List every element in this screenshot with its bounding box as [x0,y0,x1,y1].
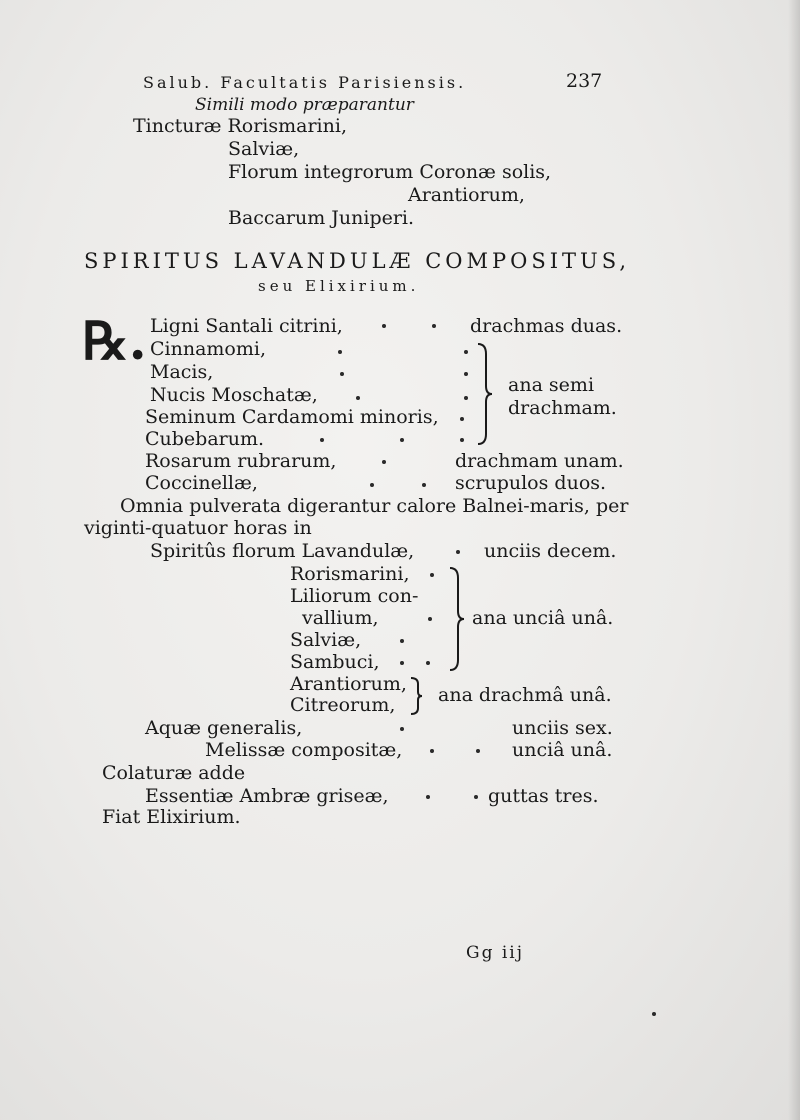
essence-quantity: guttas tres. [488,785,599,807]
group-quantity: ana drachmâ unâ. [438,684,612,706]
spirit-name: Liliorum con- [290,585,419,607]
ingredient-name: Cubebarum. [145,428,265,450]
leader-dot [426,795,430,799]
ingredient-name: Macis, [150,361,214,383]
leader-dot [370,483,374,487]
leader-dot [422,483,426,487]
leader-dot [464,372,468,376]
leader-dot [400,661,404,665]
ingredient-quantity: scrupulos duos. [455,472,607,494]
colature-text: Colaturæ adde [102,762,246,784]
spirit-quantity: unciis decem. [484,540,617,562]
spirit-name: Sambuci, [290,651,380,673]
tincture-line: Arantiorum, [408,184,525,206]
water-name: Aquæ generalis, [145,717,303,739]
signature-mark: Gg iij [466,943,525,963]
water-quantity: unciâ unâ. [512,739,613,761]
leader-dot [460,417,464,421]
leader-dot [320,438,324,442]
spirit-group-brace [446,566,466,672]
leader-dot [340,372,344,376]
leader-dot [400,639,404,643]
leader-dot [338,350,342,354]
leader-dot [474,795,478,799]
ingredient-name: Coccinellæ, [145,472,258,494]
ingredient-name: Cinnamomi, [150,338,267,360]
tincture-line: Salviæ, [228,138,300,160]
ingredient-name: Seminum Cardamomi minoris, [145,406,439,428]
ingredient-name: Nucis Moschatæ, [150,384,318,406]
water-quantity: unciis sex. [512,717,613,739]
ingredient-name: Rosarum rubrarum, [145,450,337,472]
tincture-line: Florum integrorum Coronæ solis, [228,161,552,183]
essence-name: Essentiæ Ambræ griseæ, [145,785,389,807]
leader-dot [430,749,434,753]
instruction-text: viginti-quatuor horas in [84,517,312,539]
page-number: 237 [566,70,603,92]
leader-dot [464,350,468,354]
group-quantity: ana unciâ unâ. [472,607,614,629]
leader-dot [426,661,430,665]
citrus-group-brace [408,676,424,716]
spirit-name: Citreorum, [290,694,396,716]
leader-dot [356,396,360,400]
leader-dot [382,460,386,464]
leader-dot [428,617,432,621]
leader-dot [382,324,386,328]
recipe-symbol: ℞. [82,311,147,372]
tincture-line: Tincturæ Rorismarini, [133,115,347,137]
tinctures-intro: Simili modo præparantur [195,95,414,115]
spirit-name: vallium, [302,607,379,629]
leader-dot [400,727,404,731]
leader-dot [400,438,404,442]
page-gutter-shadow [788,0,800,1120]
spirit-name: Rorismarini, [290,563,410,585]
tincture-line: Baccarum Juniperi. [228,207,415,229]
spirit-name: Salviæ, [290,629,362,651]
group-quantity: drachmam. [508,397,617,419]
recipe-subtitle: seu Elixirium. [258,277,420,295]
leader-dot [464,396,468,400]
closing-text: Fiat Elixirium. [102,806,241,828]
ingredient-group-brace [474,342,494,446]
leader-dot [460,438,464,442]
water-name: Melissæ compositæ, [205,739,403,761]
leader-dot [430,573,434,577]
spirit-name: Spiritûs florum Lavandulæ, [150,540,415,562]
ingredient-name: Ligni Santali citrini, [150,315,343,337]
leader-dot [432,324,436,328]
spirit-name: Arantiorum, [290,673,407,695]
running-head: Salub. Facultatis Parisiensis. [143,73,467,92]
instruction-text: Omnia pulverata digerantur calore Balnei-maris, per [120,495,629,517]
leader-dot [476,749,480,753]
leader-dot [456,550,460,554]
ingredient-quantity: drachmas duas. [470,315,623,337]
ingredient-quantity: drachmam unam. [455,450,624,472]
ink-speck [652,1012,656,1016]
recipe-title: SPIRITUS LAVANDULÆ COMPOSITUS, [84,249,631,273]
group-quantity: ana semi [508,374,595,396]
